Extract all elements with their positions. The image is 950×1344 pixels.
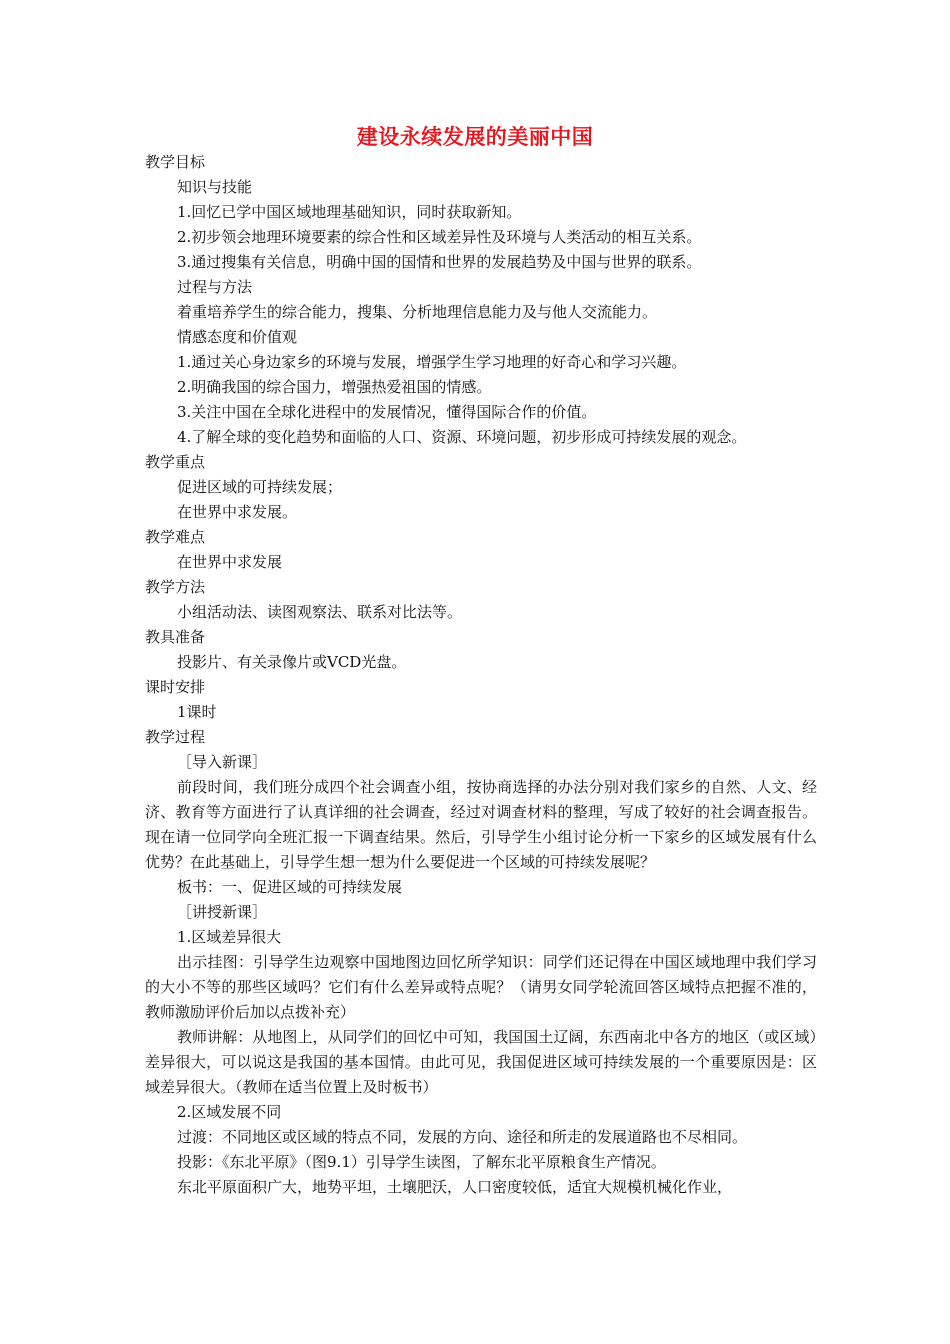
text-line: 小组活动法、读图观察法、联系对比法等。 [177,603,463,621]
section-heading: 教学难点 [145,528,206,546]
text-line: 3.通过搜集有关信息，明确中国的国情和世界的发展趋势及中国与世界的联系。 [177,253,702,271]
text-line: 过渡：不同地区或区域的特点不同，发展的方向、途径和所走的发展道路也不尽相同。 [177,1128,748,1146]
section-lines [145,150,817,775]
text-line: 投影：《东北平原》（图9.1）引导学生读图，了解东北平原粮食生产情况。 [177,1153,666,1171]
section-heading: 教学过程 [145,728,206,746]
text-line: 在世界中求发展。 [177,503,298,521]
section-heading: 教具准备 [145,628,206,646]
text-line: 1.区域差异很大 [177,928,282,946]
text-line: 在世界中求发展 [177,553,283,571]
text-line: 1课时 [177,703,217,721]
section-heading: 教学方法 [145,578,206,596]
text-line: 2.初步领会地理环境要素的综合性和区域差异性及环境与人类活动的相互关系。 [177,228,702,246]
text-line: ［讲授新课］ [177,903,268,921]
text-line: 知识与技能 [177,178,253,196]
text-line: 过程与方法 [177,278,253,296]
paragraph-teacher: 教师讲解：从地图上，从同学们的回忆中可知，我国国土辽阔，东西南北中各方的地区（或区域）差异很大，可以说这是我国的基本国情。由此可见，我国促进区域可持续发展的一个重要原因是：区域差异很大。（教师在适当位置上及时板书） [145,1028,817,1096]
text-line: 4.了解全球的变化趋势和面临的人口、资源、环境问题，初步形成可持续发展的观念。 [177,428,747,446]
document-body [145,150,817,1200]
section-lines-2 [145,875,817,950]
text-line: 着重培养学生的综合能力，搜集、分析地理信息能力及与他人交流能力。 [177,303,658,321]
text-line: 1.回忆已学中国区域地理基础知识，同时获取新知。 [177,203,522,221]
document-title: 建设永续发展的美丽中国 [356,125,594,149]
text-line: 3.关注中国在全球化进程中的发展情况，懂得国际合作的价值。 [177,403,597,421]
text-line: 投影片、有关录像片或VCD光盘。 [177,653,407,671]
text-line: 板书：一、促进区域的可持续发展 [177,878,403,896]
section-lines-3 [145,1100,817,1200]
text-line: ［导入新课］ [177,753,268,771]
text-line: 2.明确我国的综合国力，增强热爱祖国的情感。 [177,378,492,396]
section-heading: 教学目标 [145,153,206,171]
paragraph-map: 出示挂图：引导学生边观察中国地图边回忆所学知识：同学们还记得在中国区域地理中我们学习的大小不等的那些区域吗？它们有什么差异或特点呢？（请男女同学轮流回答区域特点把握不准的，教师激励评价后加以点拨补充） [145,953,817,1021]
section-heading: 课时安排 [145,678,206,696]
section-heading: 教学重点 [145,453,206,471]
text-line: 1.通过关心身边家乡的环境与发展，增强学生学习地理的好奇心和学习兴趣。 [177,353,687,371]
text-line: 2.区域发展不同 [177,1103,282,1121]
paragraph-intro: 前段时间，我们班分成四个社会调查小组，按协商选择的办法分别对我们家乡的自然、人文、经济、教育等方面进行了认真详细的社会调查，经过对调查材料的整理，写成了较好的社会调查报告。现在请一位同学向全班汇报一下调查结果。然后，引导学生小组讨论分析一下家乡的区域发展有什么优势？在此基础上，引导学生想一想为什么要促进一个区域的可持续发展呢？ [145,778,817,871]
text-line: 东北平原面积广大，地势平坦，土壤肥沃，人口密度较低，适宜大规模机械化作业， [177,1178,733,1196]
text-line: 促进区域的可持续发展； [177,478,343,496]
text-line: 情感态度和价值观 [177,328,298,346]
